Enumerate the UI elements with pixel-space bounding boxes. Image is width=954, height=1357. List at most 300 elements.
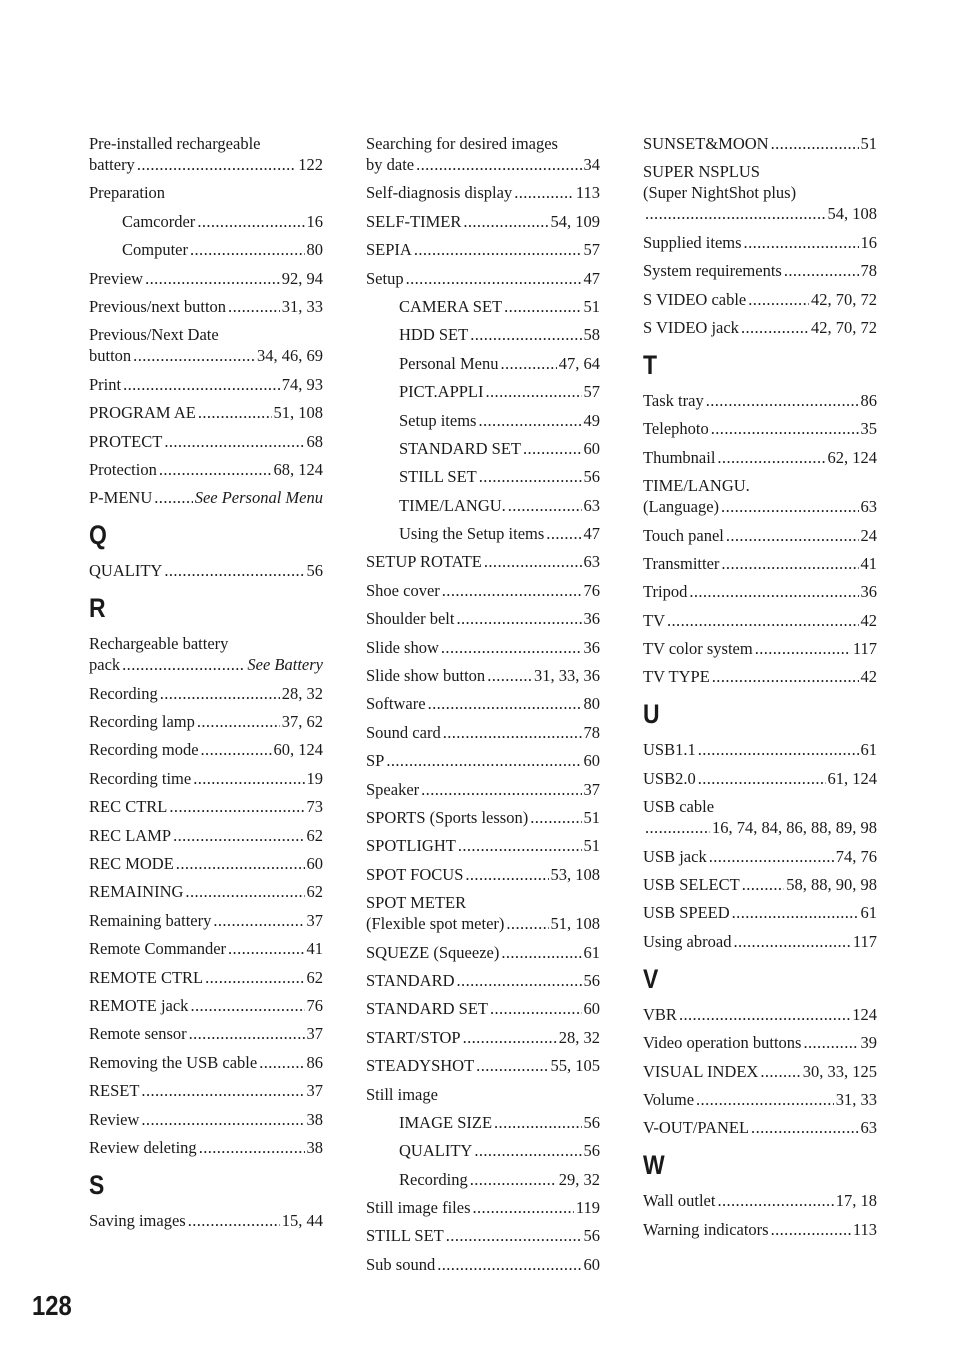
index-entry bbox=[366, 892, 600, 934]
index-entry bbox=[366, 1254, 600, 1275]
index-entry bbox=[366, 410, 600, 431]
entry-term: REMOTE jack bbox=[89, 995, 189, 1015]
entry-pages: 62 bbox=[306, 825, 323, 845]
entry-pages: 47 bbox=[583, 268, 600, 288]
entry-pages: 63 bbox=[583, 495, 600, 515]
entry-line bbox=[122, 211, 323, 232]
index-entry bbox=[89, 402, 323, 423]
dot-leader bbox=[198, 402, 272, 423]
dot-leader bbox=[133, 345, 255, 366]
entry-term: STILL SET bbox=[366, 1226, 444, 1246]
entry-pages: 16, 74, 84, 86, 88, 89, 98 bbox=[712, 818, 877, 838]
dot-leader bbox=[228, 296, 280, 317]
index-entry bbox=[643, 525, 877, 546]
dot-leader bbox=[160, 683, 280, 704]
entry-pages: 61 bbox=[860, 903, 877, 923]
dot-leader bbox=[164, 431, 304, 452]
entry-pages: 49 bbox=[583, 410, 600, 430]
entry-term: S VIDEO jack bbox=[643, 317, 739, 337]
entry-line bbox=[366, 835, 600, 856]
dot-leader bbox=[733, 931, 850, 952]
index-entry bbox=[643, 390, 877, 411]
index-entry bbox=[366, 466, 600, 487]
entry-line bbox=[89, 654, 323, 675]
entry-term: SPOT FOCUS bbox=[366, 864, 464, 884]
index-entry bbox=[89, 938, 323, 959]
dot-leader bbox=[506, 913, 548, 934]
entry-pages: 117 bbox=[852, 639, 877, 659]
entry-pages: 31, 33 bbox=[835, 1089, 877, 1109]
dot-leader bbox=[164, 560, 304, 581]
dot-leader bbox=[760, 1061, 800, 1082]
entry-pages: 68 bbox=[306, 431, 323, 451]
entry-pages: 30, 33, 125 bbox=[802, 1061, 877, 1081]
entry-term: STILL SET bbox=[399, 467, 477, 487]
entry-pages: 51, 108 bbox=[550, 914, 600, 934]
entry-term: button bbox=[89, 346, 132, 366]
entry-line bbox=[89, 825, 323, 846]
index-entry bbox=[643, 418, 877, 439]
entry-term: V-OUT/PANEL bbox=[643, 1118, 750, 1138]
entry-term: by date bbox=[366, 155, 415, 174]
dot-leader bbox=[141, 1080, 304, 1101]
entry-pages: 42, 70, 72 bbox=[811, 289, 877, 309]
entry-term: SUNSET&MOON bbox=[643, 134, 769, 153]
index-entry bbox=[366, 1197, 600, 1218]
entry-line bbox=[89, 881, 323, 902]
dot-leader bbox=[189, 1023, 305, 1044]
entry-term: Wall outlet bbox=[643, 1191, 716, 1211]
entry-term: Previous/next button bbox=[89, 296, 227, 316]
entry-pages: 57 bbox=[583, 240, 600, 260]
index-entry bbox=[366, 864, 600, 885]
dot-leader bbox=[414, 239, 582, 260]
entry-term: pack bbox=[89, 655, 121, 675]
entry-pages: 54, 109 bbox=[550, 211, 600, 231]
entry-pages: 37 bbox=[583, 779, 600, 799]
entry-line bbox=[89, 1109, 323, 1130]
dot-leader bbox=[176, 853, 305, 874]
index-entry bbox=[366, 779, 600, 800]
entry-line bbox=[366, 1027, 600, 1048]
entry-term: Shoe cover bbox=[366, 580, 440, 600]
entry-line bbox=[366, 779, 600, 800]
dot-leader bbox=[141, 1109, 304, 1130]
index-entry bbox=[366, 268, 600, 289]
entry-line bbox=[399, 1112, 600, 1133]
entry-term: STEADYSHOT bbox=[366, 1056, 475, 1076]
entry-pages: 31, 33, 36 bbox=[534, 666, 600, 686]
entry-line bbox=[366, 154, 600, 175]
index-column-1 bbox=[89, 133, 323, 1238]
entry-line bbox=[643, 1117, 877, 1138]
entry-pages: 37 bbox=[306, 1081, 323, 1101]
entry-pages: 60 bbox=[583, 751, 600, 771]
entry-term: Touch panel bbox=[643, 525, 724, 545]
entry-term: Volume bbox=[643, 1089, 695, 1109]
entry-term: Self-diagnosis display bbox=[366, 183, 513, 203]
entry-term: Recording lamp bbox=[89, 712, 195, 732]
index-entry bbox=[366, 523, 600, 544]
entry-pages: 86 bbox=[860, 390, 877, 410]
dot-leader bbox=[205, 967, 304, 988]
entry-term: TV bbox=[643, 610, 665, 630]
entry-term: Review deleting bbox=[89, 1137, 197, 1157]
entry-pages: 80 bbox=[583, 694, 600, 714]
entry-line bbox=[89, 268, 323, 289]
entry-line bbox=[643, 1190, 877, 1211]
index-entry bbox=[89, 967, 323, 988]
entry-line bbox=[366, 722, 600, 743]
entry-pages: 61 bbox=[583, 942, 600, 962]
entry-pages: 113 bbox=[852, 1219, 877, 1239]
entry-pages: 113 bbox=[575, 183, 600, 203]
entry-line bbox=[366, 182, 600, 203]
entry-term: USB1.1 bbox=[643, 740, 696, 760]
index-entry bbox=[643, 161, 877, 224]
entry-term: Personal Menu bbox=[399, 353, 499, 373]
dot-leader bbox=[190, 239, 305, 260]
entry-line bbox=[366, 864, 600, 885]
entry-line bbox=[89, 345, 323, 366]
page-number: 128 bbox=[32, 1290, 72, 1321]
entry-line bbox=[399, 410, 600, 431]
entry-term: SQUEZE (Squeeze) bbox=[366, 942, 500, 962]
entry-pages: 16 bbox=[860, 232, 877, 252]
entry-line bbox=[399, 296, 600, 317]
entry-pages: 42 bbox=[860, 667, 877, 687]
entry-pages: 63 bbox=[860, 1118, 877, 1138]
entry-pages: 117 bbox=[852, 931, 877, 951]
entry-line bbox=[89, 1137, 323, 1158]
entry-pages: 56 bbox=[583, 1141, 600, 1161]
entry-term: USB SPEED bbox=[643, 903, 730, 923]
entry-pages: 28, 32 bbox=[558, 1027, 600, 1047]
entry-line bbox=[366, 1197, 600, 1218]
entry-term: (Language) bbox=[643, 497, 720, 517]
entry-line bbox=[89, 967, 323, 988]
index-entry bbox=[366, 495, 600, 516]
index-entry bbox=[89, 296, 323, 317]
entry-line bbox=[643, 581, 877, 602]
entry-pages: 56 bbox=[583, 467, 600, 487]
dot-leader bbox=[169, 796, 304, 817]
dot-leader bbox=[748, 289, 809, 310]
entry-term: Preparation bbox=[89, 183, 166, 203]
dot-leader bbox=[213, 910, 304, 931]
entry-line bbox=[643, 874, 877, 895]
entry-term-line: Previous/Next Date bbox=[89, 325, 219, 345]
entry-line bbox=[643, 1061, 877, 1082]
entry-term: Setup bbox=[366, 268, 404, 288]
index-entry bbox=[89, 768, 323, 789]
entry-pages: 78 bbox=[583, 722, 600, 742]
entry-line bbox=[366, 1055, 600, 1076]
dot-leader bbox=[259, 1052, 304, 1073]
entry-line bbox=[643, 846, 877, 867]
entry-pages: 63 bbox=[583, 552, 600, 572]
dot-leader bbox=[428, 693, 582, 714]
index-entry bbox=[366, 182, 600, 203]
entry-line bbox=[89, 1052, 323, 1073]
entry-line bbox=[89, 796, 323, 817]
entry-line bbox=[366, 970, 600, 991]
dot-leader bbox=[755, 638, 851, 659]
entry-term: SETUP ROTATE bbox=[366, 552, 482, 572]
entry-term: Video operation buttons bbox=[643, 1033, 802, 1053]
entry-term-line: SPOT METER bbox=[366, 893, 467, 913]
index-entry bbox=[366, 693, 600, 714]
section-letter: W bbox=[643, 1150, 665, 1181]
entry-line bbox=[399, 1140, 600, 1161]
entry-pages: 37 bbox=[306, 910, 323, 930]
index-entry bbox=[89, 133, 323, 175]
entry-line bbox=[643, 553, 877, 574]
entry-line bbox=[89, 1210, 323, 1231]
entry-line bbox=[643, 289, 877, 310]
entry-pages: 31, 33 bbox=[281, 296, 323, 316]
index-entry bbox=[366, 1140, 600, 1161]
entry-pages: 42 bbox=[860, 610, 877, 630]
dot-leader bbox=[456, 608, 581, 629]
entry-term: USB2.0 bbox=[643, 768, 696, 788]
entry-term: CAMERA SET bbox=[399, 296, 503, 316]
entry-term: S VIDEO cable bbox=[643, 289, 747, 309]
index-entry bbox=[366, 580, 600, 601]
index-entry bbox=[89, 1109, 323, 1130]
dot-leader bbox=[479, 466, 582, 487]
dot-leader bbox=[667, 610, 859, 631]
index-entry bbox=[643, 902, 877, 923]
entry-term: HDD SET bbox=[399, 325, 469, 345]
entry-term: Protection bbox=[89, 459, 157, 479]
dot-leader bbox=[500, 353, 556, 374]
index-entry bbox=[643, 232, 877, 253]
entry-term: USB SELECT bbox=[643, 875, 740, 895]
entry-pages: 16 bbox=[306, 211, 323, 231]
dot-leader bbox=[470, 1169, 557, 1190]
entry-term-line: Searching for desired images bbox=[366, 134, 558, 153]
entry-pages: 122 bbox=[298, 155, 323, 174]
entry-line bbox=[366, 1225, 600, 1246]
entry-term: Supplied items bbox=[643, 232, 742, 252]
dot-leader bbox=[473, 1197, 574, 1218]
dot-leader bbox=[721, 553, 858, 574]
entry-pages: 56 bbox=[583, 970, 600, 990]
dot-leader bbox=[726, 525, 859, 546]
entry-line bbox=[89, 739, 323, 760]
entry-pages: 38 bbox=[306, 1109, 323, 1129]
entry-term: Software bbox=[366, 694, 426, 714]
entry-line bbox=[643, 418, 877, 439]
entry-pages: 92, 94 bbox=[281, 268, 323, 288]
entry-line bbox=[366, 942, 600, 963]
entry-term: Tripod bbox=[643, 582, 688, 602]
dot-leader bbox=[122, 654, 245, 675]
dot-leader bbox=[463, 1027, 557, 1048]
entry-pages: 34, 46, 69 bbox=[257, 346, 323, 366]
entry-line bbox=[399, 495, 600, 516]
entry-line bbox=[643, 1089, 877, 1110]
entry-term: Speaker bbox=[366, 779, 420, 799]
entry-pages: 56 bbox=[583, 1112, 600, 1132]
entry-term: SELF-TIMER bbox=[366, 211, 462, 231]
entry-line bbox=[89, 768, 323, 789]
entry-term: Using the Setup items bbox=[399, 524, 545, 544]
entry-line bbox=[89, 560, 323, 581]
index-entry bbox=[89, 910, 323, 931]
index-entry bbox=[89, 211, 323, 232]
index-entry bbox=[89, 374, 323, 395]
entry-pages: 74, 93 bbox=[281, 374, 323, 394]
entry-term: Recording bbox=[399, 1169, 468, 1189]
index-entry bbox=[643, 610, 877, 631]
dot-leader bbox=[784, 260, 859, 281]
dot-leader bbox=[698, 768, 826, 789]
entry-pages: 24 bbox=[860, 525, 877, 545]
dot-leader bbox=[494, 1112, 581, 1133]
entry-line bbox=[399, 381, 600, 402]
entry-pages: 56 bbox=[306, 561, 323, 581]
index-entry bbox=[89, 825, 323, 846]
index-entry bbox=[366, 722, 600, 743]
index-entry bbox=[366, 1055, 600, 1076]
index-entry bbox=[366, 381, 600, 402]
dot-leader bbox=[465, 864, 548, 885]
entry-line bbox=[643, 817, 877, 838]
entry-term: Saving images bbox=[89, 1210, 186, 1230]
entry-pages: 41 bbox=[306, 939, 323, 959]
dot-leader bbox=[437, 1254, 581, 1275]
dot-leader bbox=[645, 203, 826, 224]
entry-line bbox=[366, 608, 600, 629]
index-entry bbox=[643, 317, 877, 338]
entry-pages: 37 bbox=[306, 1024, 323, 1044]
entry-term: PICT.APPLI bbox=[399, 382, 484, 402]
entry-term-line: Pre-installed rechargeable bbox=[89, 134, 261, 153]
index-entry bbox=[366, 211, 600, 232]
entry-pages: 54, 108 bbox=[827, 204, 877, 224]
index-entry bbox=[366, 665, 600, 686]
entry-line bbox=[89, 154, 323, 175]
entry-term: USB jack bbox=[643, 846, 707, 866]
index-entry bbox=[643, 1061, 877, 1082]
index-entry bbox=[366, 998, 600, 1019]
entry-line bbox=[643, 232, 877, 253]
entry-line bbox=[643, 610, 877, 631]
index-entry bbox=[366, 1112, 600, 1133]
dot-leader bbox=[487, 665, 532, 686]
entry-pages: 58 bbox=[583, 325, 600, 345]
index-entry bbox=[643, 846, 877, 867]
dot-leader bbox=[514, 182, 574, 203]
entry-term: STANDARD SET bbox=[399, 438, 521, 458]
index-entry bbox=[643, 553, 877, 574]
index-entry bbox=[366, 942, 600, 963]
entry-pages: 78 bbox=[860, 261, 877, 281]
dot-leader bbox=[201, 739, 272, 760]
entry-pages: 60, 124 bbox=[273, 740, 323, 760]
index-entry bbox=[89, 1137, 323, 1158]
entry-term: Removing the USB cable bbox=[89, 1052, 258, 1072]
entry-term: SEPIA bbox=[366, 240, 412, 260]
index-entry bbox=[89, 268, 323, 289]
index-entry bbox=[89, 459, 323, 480]
entry-term-line: Rechargeable battery bbox=[89, 634, 229, 654]
entry-pages: 19 bbox=[306, 768, 323, 788]
index-entry bbox=[643, 931, 877, 952]
entry-line bbox=[399, 523, 600, 544]
entry-pages: 55, 105 bbox=[550, 1056, 600, 1076]
dot-leader bbox=[190, 995, 304, 1016]
entry-term: Review bbox=[89, 1109, 140, 1129]
dot-leader bbox=[504, 296, 581, 317]
entry-pages: 39 bbox=[860, 1033, 877, 1053]
index-entry bbox=[643, 1032, 877, 1053]
entry-pages: 51 bbox=[860, 134, 877, 153]
entry-line bbox=[366, 665, 600, 686]
entry-pages: 28, 32 bbox=[281, 683, 323, 703]
dot-leader bbox=[228, 938, 304, 959]
index-entry bbox=[89, 1210, 323, 1231]
entry-line bbox=[366, 913, 600, 934]
dot-leader bbox=[457, 970, 582, 991]
entry-pages: 38 bbox=[306, 1137, 323, 1157]
entry-line bbox=[366, 807, 600, 828]
entry-pages: 36 bbox=[860, 582, 877, 602]
index-entry bbox=[89, 239, 323, 260]
entry-term: Still image bbox=[366, 1084, 438, 1104]
index-entry bbox=[643, 1004, 877, 1025]
dot-leader bbox=[744, 232, 859, 253]
index-entry bbox=[89, 881, 323, 902]
entry-pages: 61 bbox=[860, 740, 877, 760]
entry-line bbox=[643, 496, 877, 517]
entry-pages: 42, 70, 72 bbox=[811, 317, 877, 337]
section-letter: S bbox=[89, 1169, 105, 1200]
index-entry bbox=[366, 133, 600, 175]
entry-line bbox=[643, 768, 877, 789]
dot-leader bbox=[484, 551, 582, 572]
dot-leader bbox=[446, 1225, 582, 1246]
index-entry bbox=[643, 1089, 877, 1110]
entry-term: Slide show bbox=[366, 637, 439, 657]
dot-leader bbox=[698, 739, 859, 760]
entry-pages: 56 bbox=[583, 1226, 600, 1246]
entry-pages: 51 bbox=[583, 296, 600, 316]
entry-term: Task tray bbox=[643, 390, 704, 410]
entry-pages: 62, 124 bbox=[827, 447, 877, 467]
index-entry bbox=[643, 1219, 877, 1240]
entry-term: STANDARD SET bbox=[366, 999, 488, 1019]
dot-leader bbox=[717, 447, 825, 468]
index-entry bbox=[366, 750, 600, 771]
index-entry bbox=[89, 796, 323, 817]
entry-line bbox=[399, 353, 600, 374]
index-entry bbox=[366, 353, 600, 374]
entry-line bbox=[643, 1032, 877, 1053]
dot-leader bbox=[441, 637, 582, 658]
section-letter: V bbox=[643, 963, 659, 994]
entry-line bbox=[643, 133, 877, 154]
entry-term: Remote Commander bbox=[89, 939, 227, 959]
entry-term-line: SUPER NSPLUS bbox=[643, 162, 760, 182]
index-entry bbox=[643, 1117, 877, 1138]
entry-term: Recording mode bbox=[89, 740, 199, 760]
dot-leader bbox=[197, 211, 304, 232]
entry-line bbox=[89, 431, 323, 452]
index-entry bbox=[643, 133, 877, 154]
